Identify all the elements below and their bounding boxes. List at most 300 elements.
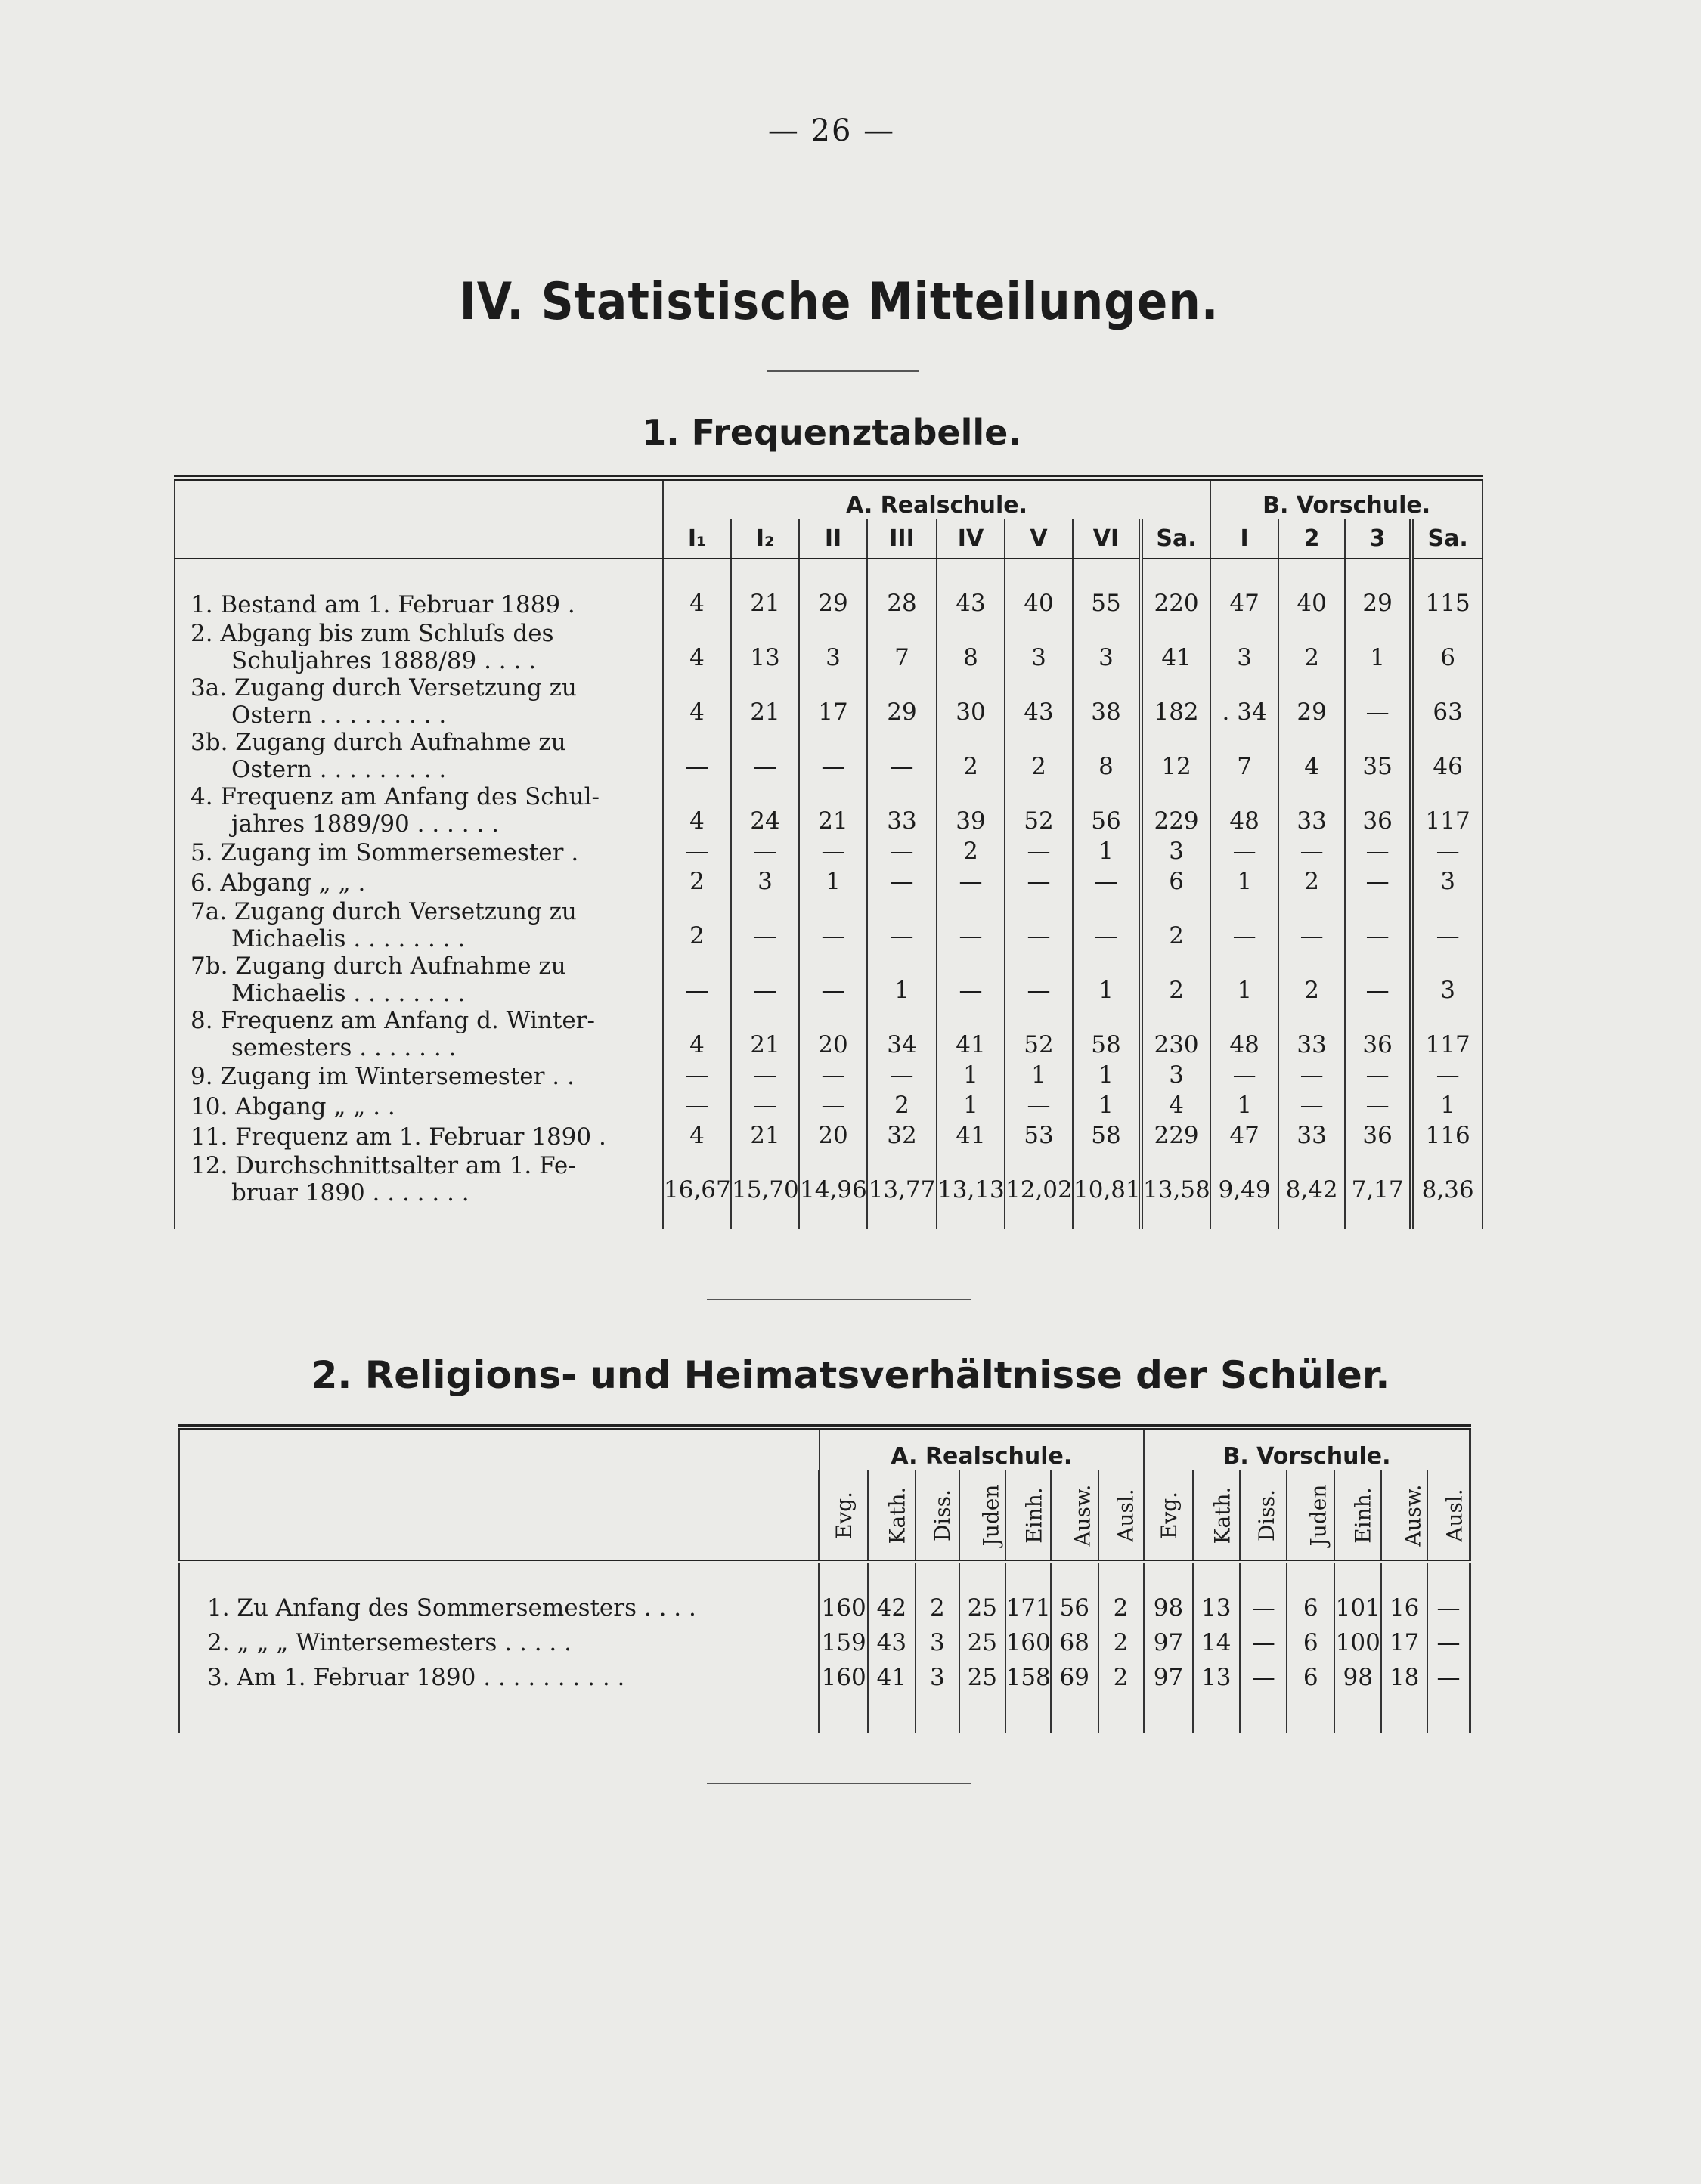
row-label	[175, 620, 663, 674]
table-cell: —	[1345, 1061, 1411, 1092]
table-cell: 29	[867, 674, 937, 729]
end-divider	[707, 1783, 971, 1784]
table-cell: —	[1005, 898, 1073, 953]
table-cell: 3	[916, 1625, 959, 1660]
row-label-line: 7b. Zugang durch Aufnahme zu	[191, 953, 566, 980]
row-label	[175, 953, 663, 1007]
table-cell: —	[1278, 838, 1345, 868]
table-cell: —	[1005, 1092, 1073, 1122]
table-cell: 2	[1141, 953, 1210, 1007]
table-row	[175, 1061, 1483, 1092]
spacer-cell	[1381, 1695, 1427, 1733]
table-cell: —	[731, 1092, 799, 1122]
rel-col-header	[916, 1470, 959, 1562]
spacer-cell	[1051, 1695, 1098, 1733]
table-cell: 58	[1073, 1122, 1141, 1152]
table-cell: 42	[868, 1591, 915, 1625]
rel-col-header	[1381, 1470, 1427, 1562]
rel-col-header	[820, 1470, 869, 1562]
table-cell: 159	[820, 1625, 869, 1660]
row-label-line: 3a. Zugang durch Versetzung zu	[191, 674, 577, 702]
table-cell: 230	[1141, 1007, 1210, 1061]
group-a-header: A. Realschule.	[820, 1427, 1144, 1470]
spacer-cell	[959, 1562, 1005, 1591]
table-cell: —	[1210, 1061, 1278, 1092]
freq-col-header: I	[1210, 519, 1278, 559]
spacer-cell	[179, 1695, 820, 1733]
table-cell: —	[799, 838, 867, 868]
table-row	[175, 898, 1483, 953]
table-cell: 7	[1210, 729, 1278, 783]
rel-col-header	[1240, 1470, 1287, 1562]
table-cell: 33	[1278, 1007, 1345, 1061]
rel-col-header	[1144, 1470, 1193, 1562]
header-blank	[179, 1427, 820, 1470]
table-cell: 52	[1005, 1007, 1073, 1061]
row-label-line: 3b. Zugang durch Aufnahme zu	[191, 729, 566, 756]
table-cell: 41	[937, 1007, 1005, 1061]
table-cell: 41	[937, 1122, 1005, 1152]
table-cell: 36	[1345, 1122, 1411, 1152]
table-cell: 2	[1098, 1591, 1145, 1625]
spacer-cell	[731, 1207, 799, 1229]
spacer-cell	[663, 1207, 731, 1229]
table-cell: 97	[1144, 1625, 1193, 1660]
table-row	[175, 1122, 1483, 1152]
rel-col-header-text: Kath.	[885, 1486, 910, 1544]
spacer-cell	[1005, 1562, 1051, 1591]
table-cell: 2	[937, 838, 1005, 868]
table-row	[175, 620, 1483, 674]
table-cell: —	[1278, 1092, 1345, 1122]
spacer-cell	[175, 1207, 663, 1229]
group-b-header: B. Vorschule.	[1144, 1427, 1470, 1470]
row-label-line: 5. Zugang im Sommersemester .	[191, 839, 579, 866]
frequency-table	[174, 475, 1483, 1229]
table-cell: 46	[1411, 729, 1483, 783]
table-cell: 14,96	[799, 1152, 867, 1207]
table-cell: 1	[937, 1092, 1005, 1122]
table-cell: 24	[731, 783, 799, 838]
table-cell: —	[937, 898, 1005, 953]
rel-col-header-text: Juden	[978, 1484, 1004, 1546]
header-blank	[179, 1470, 820, 1562]
table-cell: 4	[663, 783, 731, 838]
table-cell: —	[1210, 838, 1278, 868]
table-cell: 3	[1073, 620, 1141, 674]
table-cell: 13	[1193, 1660, 1240, 1695]
table-cell: —	[1005, 868, 1073, 898]
table-row	[175, 1092, 1483, 1122]
table-cell: —	[799, 1092, 867, 1122]
table-row	[175, 590, 1483, 620]
table-cell: 158	[1005, 1660, 1051, 1695]
table-cell: —	[799, 898, 867, 953]
group-b-header: B. Vorschule.	[1210, 478, 1483, 519]
table-cell: 48	[1210, 783, 1278, 838]
table-cell: —	[1427, 1591, 1470, 1625]
rel-col-header-text: Ausw.	[1070, 1483, 1095, 1547]
table-cell: 43	[868, 1625, 915, 1660]
table-cell: 63	[1411, 674, 1483, 729]
table-cell: —	[867, 729, 937, 783]
spacer-cell	[868, 1695, 915, 1733]
table-row	[179, 1591, 1470, 1625]
table-cell: 55	[1073, 590, 1141, 620]
freq-col-header: II	[799, 519, 867, 559]
table-cell: 1	[937, 1061, 1005, 1092]
row-label: 2. „ „ „ Wintersemesters . . . . .	[179, 1625, 820, 1660]
table-cell: —	[1345, 953, 1411, 1007]
table-cell: 39	[937, 783, 1005, 838]
table-cell: 2	[1005, 729, 1073, 783]
rel-col-header-text: Ausl.	[1442, 1488, 1467, 1542]
table-row	[175, 674, 1483, 729]
spacer-cell	[1240, 1695, 1287, 1733]
table-cell: 2	[663, 898, 731, 953]
table-cell: 6	[1287, 1591, 1334, 1625]
table-cell: 25	[959, 1625, 1005, 1660]
spacer-cell	[1098, 1562, 1145, 1591]
spacer-cell	[1141, 1207, 1210, 1229]
table-cell: 30	[937, 674, 1005, 729]
table-cell: 36	[1345, 1007, 1411, 1061]
spacer-cell	[799, 1207, 867, 1229]
row-label: 1. Zu Anfang des Sommersemesters . . . .	[179, 1591, 820, 1625]
religion-table-title: 2. Religions- und Heimatsverhältnisse der Schüler.	[311, 1353, 1390, 1397]
freq-col-header: III	[867, 519, 937, 559]
table-cell: 1	[1210, 953, 1278, 1007]
table-cell: 6	[1411, 620, 1483, 674]
table-row	[175, 838, 1483, 868]
table-cell: 4	[1141, 1092, 1210, 1122]
spacer-cell	[1278, 1207, 1345, 1229]
table-cell: 1	[1005, 1061, 1073, 1092]
table-cell: 56	[1051, 1591, 1098, 1625]
rel-col-header	[1051, 1470, 1098, 1562]
row-label-line: 4. Frequenz am Anfang des Schul-	[191, 783, 600, 810]
row-label-continuation: Ostern . . . . . . . . .	[231, 756, 447, 783]
rel-col-header	[1005, 1470, 1051, 1562]
table-cell: —	[731, 1061, 799, 1092]
page-title: IV. Statistische Mitteilungen.	[459, 272, 1219, 332]
table-cell: 52	[1005, 783, 1073, 838]
row-label-continuation: bruar 1890 . . . . . . .	[231, 1179, 469, 1207]
freq-col-header: I₁	[663, 519, 731, 559]
row-label-line: 12. Durchschnittsalter am 1. Fe-	[191, 1152, 576, 1179]
spacer-cell	[959, 1695, 1005, 1733]
table-row	[175, 953, 1483, 1007]
table-cell: —	[731, 838, 799, 868]
table-row	[175, 783, 1483, 838]
table-cell: 15,70	[731, 1152, 799, 1207]
table-cell: —	[799, 953, 867, 1007]
table-cell: 25	[959, 1591, 1005, 1625]
table-cell: —	[1345, 1092, 1411, 1122]
spacer-cell	[1411, 1207, 1483, 1229]
table-cell: 21	[731, 590, 799, 620]
table-cell: —	[937, 953, 1005, 1007]
table-cell: 33	[1278, 783, 1345, 838]
table-cell: 229	[1141, 783, 1210, 838]
table-cell: 115	[1411, 590, 1483, 620]
table-cell: —	[1427, 1660, 1470, 1695]
table-cell: 7	[867, 620, 937, 674]
table-cell: —	[1411, 838, 1483, 868]
table-cell: 36	[1345, 783, 1411, 838]
table-cell: 33	[867, 783, 937, 838]
freq-col-header: VI	[1073, 519, 1141, 559]
section-divider	[707, 1299, 971, 1300]
row-label	[175, 1122, 663, 1152]
table-cell: 17	[1381, 1625, 1427, 1660]
row-label	[175, 838, 663, 868]
table-cell: 1	[1345, 620, 1411, 674]
table-cell: 160	[820, 1591, 869, 1625]
spacer-cell	[1005, 1695, 1051, 1733]
table-cell: 2	[663, 868, 731, 898]
spacer-cell	[1098, 1695, 1145, 1733]
row-label	[175, 729, 663, 783]
table-cell: 21	[799, 783, 867, 838]
table-cell: —	[1278, 1061, 1345, 1092]
table-cell: 2	[1098, 1660, 1145, 1695]
row-label: 3. Am 1. Februar 1890 . . . . . . . . . .	[179, 1660, 820, 1695]
table-cell: —	[1005, 953, 1073, 1007]
rel-col-header-text: Ausl.	[1113, 1488, 1139, 1542]
table-cell: —	[663, 838, 731, 868]
row-label	[175, 1092, 663, 1122]
table-row	[175, 868, 1483, 898]
row-label-continuation: Schuljahres 1888/89 . . . .	[231, 647, 537, 674]
table-cell: 2	[916, 1591, 959, 1625]
row-label-line: 6. Abgang „ „ .	[191, 869, 366, 897]
table-cell: —	[1073, 868, 1141, 898]
table-row	[175, 729, 1483, 783]
table-cell: —	[1005, 838, 1073, 868]
table-cell: 3	[731, 868, 799, 898]
table-cell: —	[731, 898, 799, 953]
table-cell: 2	[937, 729, 1005, 783]
spacer-cell	[1287, 1695, 1334, 1733]
table-cell: 29	[799, 590, 867, 620]
table-cell: 13	[731, 620, 799, 674]
page-number: — 26 —	[767, 113, 896, 148]
spacer-cell	[1210, 1207, 1278, 1229]
table-cell: 1	[1073, 953, 1141, 1007]
table-row	[175, 1007, 1483, 1061]
table-cell: —	[1411, 898, 1483, 953]
spacer-cell	[1144, 1695, 1193, 1733]
table-cell: 13,58	[1141, 1152, 1210, 1207]
table-cell: —	[731, 729, 799, 783]
rel-col-header	[868, 1470, 915, 1562]
table-cell: 171	[1005, 1591, 1051, 1625]
spacer-cell	[1073, 559, 1141, 590]
spacer-cell	[820, 1695, 869, 1733]
rel-col-header-text: Evg.	[832, 1491, 857, 1539]
table-cell: —	[731, 953, 799, 1007]
table-cell: 3	[1210, 620, 1278, 674]
rel-col-header	[1098, 1470, 1145, 1562]
table-cell: 21	[731, 674, 799, 729]
table-cell: 12,02	[1005, 1152, 1073, 1207]
spacer-cell	[1287, 1562, 1334, 1591]
table-cell: 100	[1334, 1625, 1381, 1660]
table-cell: —	[1240, 1625, 1287, 1660]
spacer-cell	[1278, 559, 1345, 590]
table-cell: —	[799, 729, 867, 783]
table-cell: 40	[1278, 590, 1345, 620]
spacer-cell	[1334, 1562, 1381, 1591]
rel-col-header	[1287, 1470, 1334, 1562]
table-cell: 20	[799, 1122, 867, 1152]
row-label-continuation: Ostern . . . . . . . . .	[231, 702, 447, 729]
table-cell: —	[1278, 898, 1345, 953]
spacer-cell	[937, 1207, 1005, 1229]
religion-table	[178, 1424, 1471, 1733]
table-cell: —	[663, 1061, 731, 1092]
table-cell: 40	[1005, 590, 1073, 620]
table-cell: 69	[1051, 1660, 1098, 1695]
table-cell: 6	[1287, 1660, 1334, 1695]
freq-col-header: 3	[1345, 519, 1411, 559]
table-cell: 4	[663, 1007, 731, 1061]
rel-col-header-text: Diss.	[929, 1489, 955, 1541]
table-cell: 3	[1411, 953, 1483, 1007]
freq-col-header: V	[1005, 519, 1073, 559]
table-cell: 21	[731, 1122, 799, 1152]
row-label	[175, 674, 663, 729]
table-cell: 28	[867, 590, 937, 620]
table-cell: 10,81	[1073, 1152, 1141, 1207]
rel-col-header-text: Einh.	[1350, 1486, 1376, 1544]
table-cell: 41	[868, 1660, 915, 1695]
table-cell: 35	[1345, 729, 1411, 783]
table-cell: 8	[937, 620, 1005, 674]
spacer-cell	[1240, 1562, 1287, 1591]
row-label-continuation: jahres 1889/90 . . . . . .	[231, 810, 500, 838]
table-cell: 1	[1073, 1061, 1141, 1092]
table-row	[175, 1152, 1483, 1207]
table-cell: —	[1345, 838, 1411, 868]
rel-col-header	[1193, 1470, 1240, 1562]
row-label-line: 8. Frequenz am Anfang d. Winter-	[191, 1007, 595, 1034]
rel-col-header-text: Kath.	[1209, 1486, 1235, 1544]
table-cell: 4	[663, 590, 731, 620]
spacer-cell	[1345, 559, 1411, 590]
table-cell: —	[1427, 1625, 1470, 1660]
table-cell: 2	[1141, 898, 1210, 953]
table-cell: —	[663, 729, 731, 783]
spacer-cell	[937, 559, 1005, 590]
table-cell: 47	[1210, 1122, 1278, 1152]
table-cell: 16,67	[663, 1152, 731, 1207]
table-cell: 3	[1005, 620, 1073, 674]
table-cell: 116	[1411, 1122, 1483, 1152]
table-cell: 2	[1098, 1625, 1145, 1660]
spacer-cell	[731, 559, 799, 590]
table-cell: —	[867, 1061, 937, 1092]
table-cell: —	[1240, 1591, 1287, 1625]
table-cell: 2	[1278, 953, 1345, 1007]
spacer-cell	[1144, 1562, 1193, 1591]
table-cell: 43	[1005, 674, 1073, 729]
table-cell: 32	[867, 1122, 937, 1152]
table-cell: 8,42	[1278, 1152, 1345, 1207]
table-row	[179, 1625, 1470, 1660]
table-cell: 43	[937, 590, 1005, 620]
table-cell: —	[1345, 868, 1411, 898]
table-cell: 33	[1278, 1122, 1345, 1152]
rel-col-header-text: Evg.	[1156, 1491, 1182, 1539]
rel-col-header-text: Einh.	[1021, 1486, 1047, 1544]
table-cell: 53	[1005, 1122, 1073, 1152]
spacer-cell	[799, 559, 867, 590]
spacer-cell	[1005, 1207, 1073, 1229]
table-cell: 4	[1278, 729, 1345, 783]
table-cell: 98	[1334, 1660, 1381, 1695]
freq-col-header: Sa.	[1141, 519, 1210, 559]
table-cell: 3	[1141, 838, 1210, 868]
table-cell: 1	[867, 953, 937, 1007]
title-divider	[767, 370, 919, 372]
spacer-cell	[1210, 559, 1278, 590]
table-row	[179, 1660, 1470, 1695]
spacer-cell	[175, 559, 663, 590]
spacer-cell	[1345, 1207, 1411, 1229]
row-label	[175, 1007, 663, 1061]
table-cell: —	[799, 1061, 867, 1092]
table-cell: 160	[820, 1660, 869, 1695]
row-label	[175, 868, 663, 898]
table-cell: 97	[1144, 1660, 1193, 1695]
table-cell: —	[1411, 1061, 1483, 1092]
table-cell: 8	[1073, 729, 1141, 783]
spacer-cell	[868, 1562, 915, 1591]
table-cell: 17	[799, 674, 867, 729]
spacer-cell	[1427, 1562, 1470, 1591]
table-cell: 48	[1210, 1007, 1278, 1061]
table-cell: 3	[1411, 868, 1483, 898]
table-cell: 18	[1381, 1660, 1427, 1695]
table-cell: . 34	[1210, 674, 1278, 729]
spacer-cell	[1411, 559, 1483, 590]
table-cell: 34	[867, 1007, 937, 1061]
spacer-cell	[663, 559, 731, 590]
table-cell: 7,17	[1345, 1152, 1411, 1207]
table-cell: —	[663, 953, 731, 1007]
spacer-cell	[1381, 1562, 1427, 1591]
row-label-line: 7a. Zugang durch Versetzung zu	[191, 898, 577, 925]
spacer-cell	[916, 1562, 959, 1591]
table-cell: —	[867, 838, 937, 868]
spacer-cell	[916, 1695, 959, 1733]
row-label-continuation: semesters . . . . . . .	[231, 1034, 457, 1061]
rel-col-header-text: Juden	[1306, 1484, 1331, 1546]
table-cell: 12	[1141, 729, 1210, 783]
table-cell: 13	[1193, 1591, 1240, 1625]
table-cell: 1	[1411, 1092, 1483, 1122]
table-cell: 1	[1210, 868, 1278, 898]
table-cell: 6	[1141, 868, 1210, 898]
row-label-line: 11. Frequenz am 1. Februar 1890 .	[191, 1123, 606, 1151]
row-label	[175, 1061, 663, 1092]
freq-col-header: 2	[1278, 519, 1345, 559]
table-cell: 4	[663, 620, 731, 674]
row-label-line: 2. Abgang bis zum Schluſs des	[191, 620, 554, 647]
rel-col-header	[1334, 1470, 1381, 1562]
